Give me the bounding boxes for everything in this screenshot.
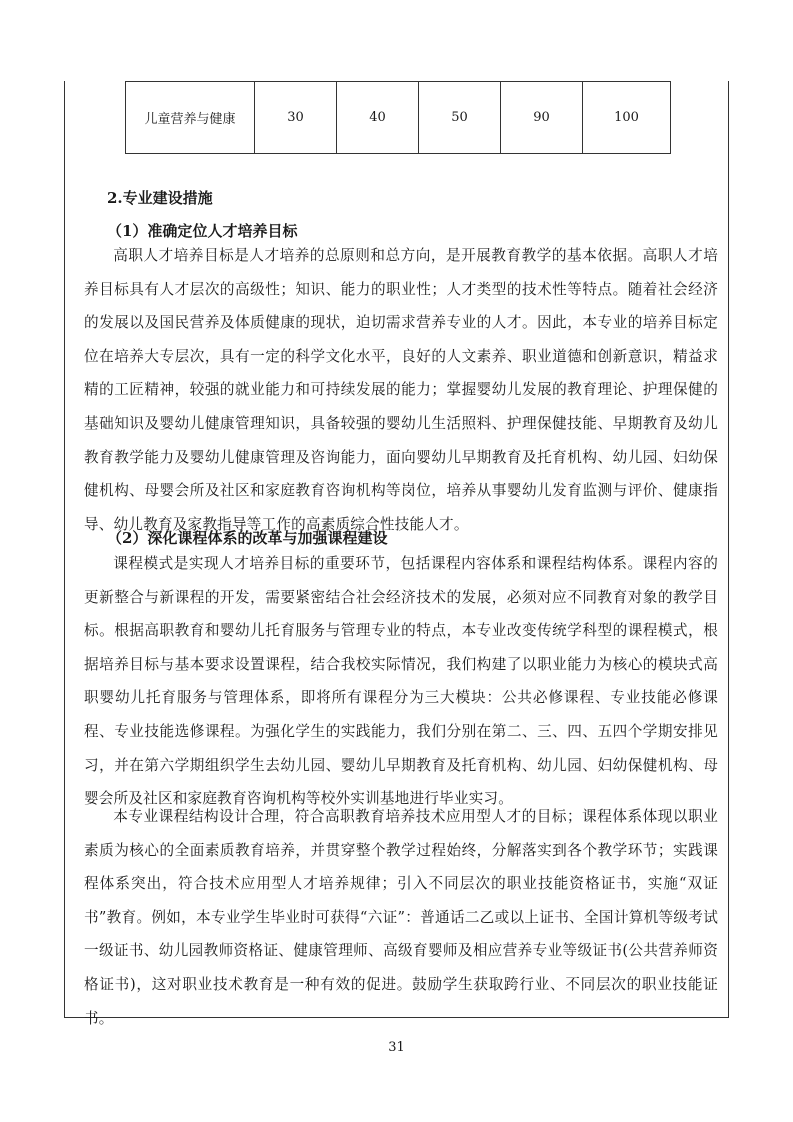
table-row: [126, 82, 671, 154]
paragraph-2: 课程模式是实现人才培养目标的重要环节，包括课程内容体系和课程结构体系。课程内容的更新整合与新课程的开发，需要紧密结合社会经济技术的发展，必须对应不同教育对象的教学目标。根据高职教育和婴幼儿托育服务与管理专业的特点，本专业改变传统学科型的课程模式，根据培养目标与基本要求设置课程，结合我校实际情况，我们构建了以职业能力为核心的模块式高职婴幼儿托育服务与管理体系，即将所有课程分为三大模块：公共必修课程、专业技能必修课程、专业技能选修课程。为强化学生的实践能力，我们分别在第二、三、四、五四个学期安排见习，并在第六学期组织学生去幼儿园、婴幼儿早期教育及托育机构、幼儿园、妇幼保健机构、母婴会所及社区和家庭教育咨询机构等校外实训基地进行毕业实习。: [84, 555, 718, 808]
value-cell-1: 30: [255, 82, 337, 154]
value-cell-4: 90: [501, 82, 583, 154]
value-cell-2: 40: [337, 82, 419, 154]
section-heading: 2.专业建设措施: [107, 189, 213, 207]
paragraph-3: 本专业课程结构设计合理，符合高职教育培养技术应用型人才的目标；课程体系体现以职业素质为核心的全面素质教育培养，并贯穿整个教学过程始终，分解落实到各个教学环节；实践课程体系突出，符合技术应用型人才培养规律；引入不同层次的职业技能资格证书，实施“双证书”教育。例如，本专业学生毕业时可获得“六证”：普通话二乙或以上证书、全国计算机等级考试一级证书、幼儿园教师资格证、健康管理师、高级育婴师及相应营养专业等级证书(公共营养师资格证书)，这对职业技术教育是一种有效的促进。鼓励学生获取跨行业、不同层次的职业技能证书。: [84, 808, 718, 1027]
value-cell-3: 50: [419, 82, 501, 154]
subsection-heading-2: （2）深化课程体系的改革与加强课程建设: [107, 529, 388, 547]
subsection-heading-1: （1）准确定位人才培养目标: [107, 222, 298, 240]
course-table: [125, 81, 671, 154]
content-frame: [64, 81, 729, 1027]
paragraph-1: 高职人才培养目标是人才培养的总原则和总方向，是开展教育教学的基本依据。高职人才培养目标具有人才层次的高级性；知识、能力的职业性；人才类型的技术性等特点。随着社会经济的发展以及国民营养及体质健康的现状，迫切需求营养专业的人才。因此，本专业的培养目标定位在培养大专层次，具有一定的科学文化水平，良好的人文素养、职业道德和创新意识，精益求精的工匠精神，较强的就业能力和可持续发展的能力；掌握婴幼儿发展的教育理论、护理保健的基础知识及婴幼儿健康管理知识，具备较强的婴幼儿生活照料、护理保健技能、早期教育及幼儿教育教学能力及婴幼儿健康管理及咨询能力，面向婴幼儿早期教育及托育机构、幼儿园、妇幼保健机构、母婴会所及社区和家庭教育咨询机构等岗位，培养从事婴幼儿发育监测与评价、健康指导、幼儿教育及家教指导等工作的高素质综合性技能人才。: [84, 247, 718, 533]
course-name-cell: 儿童营养与健康: [126, 82, 255, 154]
page-number: 31: [388, 1040, 405, 1055]
value-cell-5: 100: [583, 82, 671, 154]
